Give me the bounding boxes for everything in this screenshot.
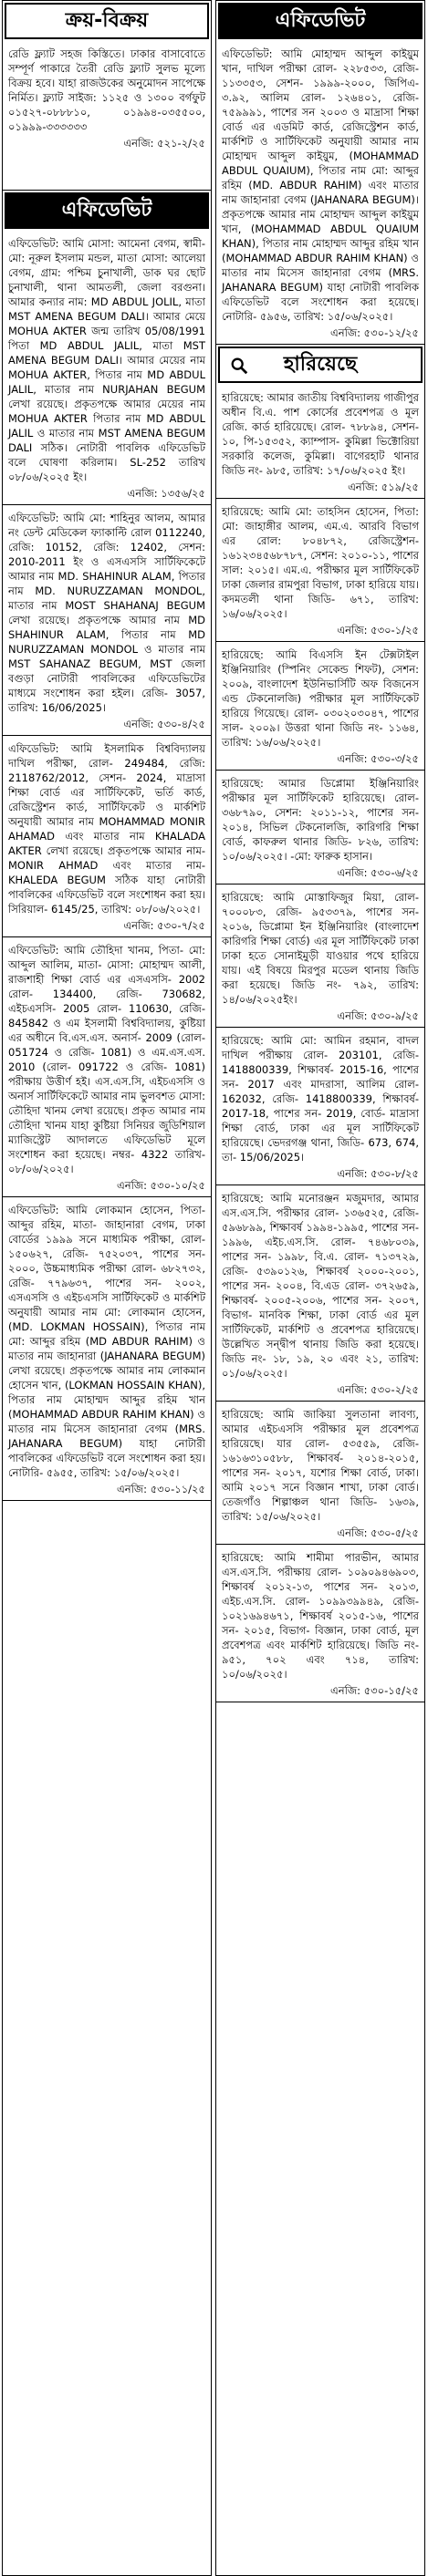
ad-code: এনজি: ৫৩০-১/২৫ [337,624,419,636]
ad-text: হারিয়েছে: আমি মনোরঞ্জন মজুমদার, আমার এস.এস.সি. পরীক্ষার রোল- ১৩৬৫২৫, রেজি- ৫৯৬৮৯৯, শিক্ষাবর্ষ ১৯৯৪-১৯৯৫, পাশের সন- ১৯৯৬, এইচ.এস.সি. রোল- ৭৪৬৮০৩৯, পাশের সন- ১৯৯৮, বি.এ. রোল- ৭১৩৭২৯, রেজি- ৫৩৯০১২৬, শিক্ষাবর্ষ ২০০০-২০০১, পাশের সন- ২০০৪, বি.এড রোল- ৩৭২৬৫৯, শিক্ষাবর্ষ- ২০০৫-২০০৬, পাশের সন- ২০০৭, বিভাগ- মানবিক শিক্ষা, ঢাকা বোর্ড এর মূল সার্টিফিকেট, মার্কশিট ও প্রবেশপত্র হারিয়েছে। উল্লেখিত সন্দ্বীপ থানায় জিডি করা হয়েছে। জিডি নং- ১৮, ১৯, ২০ এবং ২১, তারিখ: ০১/০৬/২০২৫। [222,1192,419,1380]
lost-ad [216,1028,424,1185]
ad-text: এফিডেভিট: আমি লোকমান হোসেন, পিতা- আব্দুর রহিম, মাতা- জাহানারা বেগম, ঢাকা বোর্ডের ১৯৯৯ সনে মাধ্যমিক পরীক্ষা, রোল- ১৫০৬২৭, রেজি- ৭৫২০৩৭, পাশের সন- ২০০০, উচ্চমাধ্যমিক পরীক্ষা রোল- ৬৮২৭৩২, রেজি- ৭৭৯৬৩৭, পাশের সন- ২০০২, এসএসসি ও এইচএসসি সার্টিফিকেট ও মার্কশিট অনুযায়ী আমার নাম মো: লোকমান হোসেন, (MD. LOKMAN HOSSAIN), পিতার নাম মো: আব্দুর রহিম (MD ABDUR RAHIM) ও মাতার নাম জাহানারা (JAHANARA BEGUM) লেখা রয়েছে। প্রকৃতপক্ষে আমার নাম লোকমান হোসেন খান, (LOKMAN HOSSAIN KHAN), পিতার নাম মোহাম্মদ আব্দুর রহিম খান (MOHAMMAD ABDUR RAHIM KHAN) ও মাতার নাম মিসেস জাহানারা বেগম (MRS. JAHANARA BEGUM) যাহা নোটারী পাবলিকের এফিডেভিট বলে সংশোধন করা হয়। নোটারি- ৫৯৫৫, তারিখ: ১৫/০৬/২০২৫। [8,1204,205,1479]
magnifier-icon [229,356,249,376]
ad-text: হারিয়েছে: আমি বিএসসি ইন টেক্সটাইল ইঞ্জিনিয়ারিং (স্পিনিং সেকেন্ড শিফট), সেশন: ২০০৯, বাংলাদেশ ইউনিভার্সিটি অফ বিজনেস এন্ড টেকনোলজি) পরীক্ষার মূল সার্টিফিকেট হারিয়ে গিয়েছে। রোল- ০৩০২০৩০৪৭, পাশের সাল- ২০০৯। উত্তরা থানা জিডি নং- ১১৬৪, তারিখ: ১৬/০৬/২০২৫। [222,648,419,749]
left-column [2,0,212,2576]
ad-text: এফিডেভিট: আমি মোহাম্মদ আব্দুল কাইয়ুম খান, দাখিল পরীক্ষা রোল- ২২৮৫৩৩, রেজি- ১১৩৩৫৩, সেশন- ১৯৯৯-২০০০, জিপিএ- ৩.৯২, আলিম রোল- ১২৬৪০১, রেজি- ৭৫৯৯৯১, পাশের সন ২০০৩ ও মাদ্রাসা শিক্ষা বোর্ড এর এডমিট কার্ড, রেজিস্ট্রেশন কার্ড, মার্কশিট ও সার্টিফিকেট অনুযায়ী আমার নাম মোহাম্মদ আব্দুল কাইয়ুম, (MOHAMMAD ABDUL QUAIUM), পিতার নাম মো: আব্দুর রহিম (MD. ABDUR RAHIM) এবং মাতার নাম জাহানারা বেগম (JAHANARA BEGUM)। প্রকৃতপক্ষে আমার নাম মোহাম্মদ আব্দুল কাইয়ুম খান, (MOHAMMAD ABDUL QUAIUM KHAN), পিতার নাম মোহাম্মদ আব্দুর রহিম খান (MOHAMMAD ABDUR RAHIM KHAN) ও মাতার নাম মিসেস জাহানারা বেগম (MRS. JAHANARA BEGUM) যাহা নোটারী পাবলিক এফিডেভিট বলে সংশোধন করা হয়েছে। নোটারি- ৫৯৫৬, তারিখ: ১৫/০৬/২০২৫। [222,47,419,323]
ad-text: হারিয়েছে: আমি মো: আমিন রহমান, বাদল দাখিল পরীক্ষায় রোল- 203101, রেজি- 1418800339, শিক্ষাবর্ষ- 2015-16, পাশের সন- 2017 এবং মাদরাসা, আলিম রোল- 162032, রেজি- 1418800339, শিক্ষাবর্ষ- 2017-18, পাশের সন- 2019, বোর্ড- মাদ্রাসা শিক্ষা বোর্ড, ঢাকা এর মূল সার্টিফিকেট হারিয়েছে। ভেদরগঞ্জ থানা, জিডি- 673, 674, তা- 15/06/2025। [222,1034,419,1164]
classified-ad [3,41,211,191]
ad-code: এনজি: ৫১৯/২৫ [348,481,419,493]
right-column [215,0,425,2576]
ad-code: এনজি: ৫৩০-৫/২৫ [337,1526,419,1539]
affidavit-header-left: এফিডেভিট [5,192,209,229]
ad-text: হারিয়েছে: আমি মোস্তাফিজুর মিয়া, রোল- ৭০০০৮৩, রেজি- ৯৫৩৩৭৯, পাশের সন- ২০১৬, ডিপ্লোমা ইন ইঞ্জিনিয়ারিং (বাংলাদেশ কারিগরি শিক্ষা বোর্ড) এর মূল সার্টিফিকেট ঢাকা ঢাকা হতে সোনাইমুড়ী যাওয়ার পথে হারিয়ে যায়। এই বিষয়ে মিরপুর মডেল থানায় জিডি করা হয়েছে। জিডি নং- ৭৯২, তারিখ: ১৪/০৬/২০২৫ইং। [222,891,419,1006]
lost-ad [216,1545,424,1702]
affidavit-header-right: এফিডেভিট [218,3,423,39]
lost-ad [216,385,424,499]
ad-text: এফিডেভিট: আমি মো: শাহিনুর আলম, আমার নং ডেন্ট মেডিকেল ফ্যাকাল্টি রোল 0112240, রেজি: 10152, রেজি: 12402, সেশন: 2010-2011 ইং ও এসএসসি সার্টিফিকেটে আমার নাম MD. SHAHINUR ALAM, পিতার নাম MD. NURUZZAMAN MONDOL, মাতার নাম MOST SHAHANAJ BEGUM লেখা রয়েছে। প্রকৃতপক্ষে আমার নাম MD SHAHINUR ALAM, পিতার নাম MD NURUZZAMAN MONDOL ও মাতার নাম MST SAHANAZ BEGUM, MST জেলা বগুড়া নোটারী পাবলিকের এফিডেভিটের মাধ্যমে সংশোধন করা হইল। রেজি- 3057, তারিখ: 16/06/2025। [8,512,205,714]
lost-title: হারিয়েছে [283,352,358,376]
ad-text: হারিয়েছে: আমি মো: তাহসিন হোসেন, পিতা: মো: জাহাঙ্গীর আলম, এম.এ. আরবি বিভাগ এর রোল: ৮০৪৮৭২, রেজিস্ট্রেশন- ১৬১২৩৪৫৬৮৭৮৭, সেশন: ২০১০-১১, পাশের সাল: ২০১৫। এম.এ. পরীক্ষার মূল সার্টিফিকেট ঢাকা জেলার রামপুরা বিভাগ, ঢাকা হারিয়ে যায়। কদমতলী থানা জিডি- ৬৭১, তারিখ: ১৬/০৬/২০২৫। [222,505,419,620]
ad-code: এনজি: ৫৩০-৯/২৫ [337,1009,419,1022]
ad-text: এফিডেভিট: আমি মোসা: আমেনা বেগম, স্বামী-মো: নূরুল ইসলাম মন্ডল, মাতা মোসা: আলেয়া বেগম, গ্রাম: পশ্চিম চুনাখালী, ডাক ঘর ছোট চুনাখালী, থানা আমতলী, জেলা বরগুনা। আমার কন্যার নাম: MD ABDUL JOLIL, মাতা MST AMENA BEGUM DALI। আমার মেয়ে MOHUA AKTER জন্ম তারিখ 05/08/1991 পিতা MD ABDUL JALIL, মাতা MST AMENA BEGUM DALI। আমার মেয়ের নাম MOHUA AKTER, পিতার নাম MD ABDUL JALIL, মাতার নাম NURJAHAN BEGUM লেখা রয়েছে। প্রকৃতপক্ষে আমার মেয়ের নাম MOHUA AKTER পিতার নাম MD ABDUL JALIL ও মাতার নাম MST AMENA BEGUM DALI সঠিক। নোটারী পাবলিক এফিডেভিট বলে ঘোষণা করিলাম। SL-252 তারিখ ০৮/০৬/২০২৫ ইং। [8,237,205,483]
lost-ad [216,885,424,1028]
affidavit-ad [3,231,211,505]
ad-text: হারিয়েছে: আমি জাকিয়া সুলতানা লাবণ্য, আমার এইচএসসি পরীক্ষার মূল প্রবেশপত্র হারিয়েছে। যার রোল- ৫৩৫৫৯, রেজি- ১৬১৬৩১০৫৮৮, শিক্ষাবর্ষ- ২০১৪-২০১৫, পাশের সন- ২০১৭, যশোর শিক্ষা বোর্ড, ঢাকা। আমি ২০১৭ সনে বিজ্ঞান শাখা, ঢাকা বোর্ড। তেজগাঁও শিল্পাঞ্চল থানা জিডি- ১৬৩৯, তারিখ: ১৫/০৬/২০২৫। [222,1408,419,1523]
ad-text: এফিডেভিট: আমি তৌহিদা খানম, পিতা- মো: আব্দুল আলিম, মাতা- মোসা: মোহাম্মদ আলী, রাজশাহী শিক্ষা বোর্ড এর এসএসসি- 2002 রোল- 134400, রেজি- 730682, এইচএসসি- 2005 রোল- 110630, রেজি- 845842 ও এম ইসলামী বিশ্ববিদ্যালয়, কুষ্টিয়া এর অধীনে বি.এস.এস. অনার্স- 2009 (রোল- 051724 ও রেজি- 1081) ও এম.এস.এস. 2010 (রোল- 091722 ও রেজি- 1081) পরীক্ষায় উত্তীর্ণ হই। এস.এস.সি, এইচএসসি ও অনার্স সার্টিফিকেটে আমার নাম ভুলবশত মোসা: তৌহিদা খানম লেখা রয়েছে। প্রকৃত আমার নাম তৌহিদা খানম যাহা কুষ্টিয়া সিনিয়র জুডিশিয়াল ম্যাজিস্ট্রেট আদালতে এফিডেভিট মূলে সংশোধন করা হয়েছে। নম্বর- 4322 তারিখ- ০৮/০৬/২০২৫। [8,944,205,1175]
ad-code: এনজি: ৫২১-২/২৫ [123,137,205,150]
ad-code: এনজি: ৫৩০-১৫/২৫ [329,1684,419,1697]
affidavit-ad [3,937,211,1197]
lost-ad [216,1402,424,1545]
lost-ad [216,1185,424,1402]
ad-code: এনজি: ৫৩০-১২/২৫ [329,326,419,339]
ad-text: হারিয়েছে: আমার জাতীয় বিশ্ববিদ্যালয় গাজীপুর অধীন বি.এ. পাশ কোর্সের প্রবেশপত্র ও মূল রেজি. কার্ড হারিয়েছে। রোল- ৭৮৮৯৪, সেশন- ১০, পি-১৫৩৫২, ক্যাম্পাস- কুমিল্লা ভিক্টোরিয়া সরকারি কলেজ, কুমিল্লা। বাগেরহাট থানার জিডি নং- ৯৮৫, তারিখ: ১৭/০৬/২০২৫ ইং। [222,391,419,477]
ad-code: এনজি: ৫৩০-২/২৫ [337,1383,419,1396]
affidavit-ad [3,505,211,736]
ad-text: হারিয়েছে: আমি শামীমা পারভীন, আমার এস.এস.সি. পরীক্ষায় রোল- ১০৯০৯৪৬৯০৩, শিক্ষাবর্ষ ২০১২-১৩, পাশের সন- ২০১৩, এইচ.এস.সি. রোল- ১০৯৯৩৯৯৪৯, রেজি- ১০২১৬৯৪৬৭১, শিক্ষাবর্ষ ২০১৫-১৬, পাশের সন- ২০১৫, বিভাগ- বিজ্ঞান, ঢাকা বোর্ড, মূল প্রবেশপত্র এবং মার্কশিট হারিয়েছে। জিডি নং- ৯৫১, ৭০২ এবং ৭১৪, তারিখ: ১০/০৬/২০২৫। [222,1551,419,1681]
ad-code: এনজি: ৫৩০-৬/২৫ [337,866,419,879]
ad-text: রেডি ফ্ল্যাট সহজ কিস্তিতে। ঢাকার বাসাবোতে সম্পূর্ণ পাকারে তৈরী রেডি ফ্ল্যাট সুলভ মূল্যে বিক্রয় হবে। যাহা রাজউকের অনুমোদন সাপেক্ষে নির্মিত। ফ্ল্যাট সাইজ: ১১২৫ ও ১৩০০ বর্গফুট ০১৫২৭-০৮৮৮১০, ০১৯৯৪-০৩৫৫০০, ০১৯৯৯-৩৩৩৩৩৩ [8,47,205,133]
ad-code: এনজি: ৫৩০-৩/২৫ [337,752,419,765]
affidavit-ad [3,736,211,937]
ad-code: এনজি: ১৩৫৬/২৫ [127,487,205,500]
ad-text: হারিয়েছে: আমার ডিপ্লোমা ইঞ্জিনিয়ারিং পরীক্ষার মূল সার্টিফিকেট হারিয়েছে। রোল- ৩৬৮৭৯০, সেশন: ২০১১-১২, পাশের সন- ২০১৪, সিভিল টেকনোলজি, কারিগরি শিক্ষা বোর্ড, কাফরুল থানার জিডি- ৮২৬, তারিখ: ১০/০৬/২০২৫। -মো: ফারুক হাসান। [222,777,419,863]
lost-ad [216,771,424,885]
affidavit-ad [3,1197,211,1501]
ad-code: এনজি: ৫৩০-১১/২৫ [116,1483,205,1495]
lost-ad [216,642,424,771]
ad-code: এনজি: ৫৩০-৮/২৫ [337,1167,419,1180]
ad-text: এফিডেভিট: আমি ইসলামিক বিশ্ববিদ্যালয় দাখিল পরীক্ষা, রোল- 249484, রেজি: 2118762/2012, সেশন- 2024, মাদ্রাসা শিক্ষা বোর্ড এর সার্টিফিকেট, ভর্তি কার্ড, রেজিস্ট্রেশন কার্ড, সার্টিফিকেট ও মার্কশিট অনুযায়ী আমার নাম MOHAMMAD MONIR AHAMAD এবং মাতার নাম KHALADA AKTER লেখা রয়েছে। প্রকৃতপক্ষে আমার নাম- MONIR AHMAD এবং মাতার নাম- KHALEDA BEGUM সঠিক যাহা নোটারী পাবলিকের এফিডেভিট বলে সংশোধন করা হয়। সিরিয়াল- 6145/25, তারিখ: ০৮/০৬/২০২৫। [8,742,205,916]
lost-ad [216,499,424,642]
affidavit-ad [216,41,424,345]
ad-code: এনজি: ৫৩০-৭/২৫ [123,919,205,932]
ad-code: এনজি: ৫৩০-১০/২৫ [116,1179,205,1192]
buy-sell-header: ক্রয়-বিক্রয় [5,3,209,39]
ad-code: এনজি: ৫৩০-৪/২৫ [123,718,205,730]
lost-header [218,347,423,383]
